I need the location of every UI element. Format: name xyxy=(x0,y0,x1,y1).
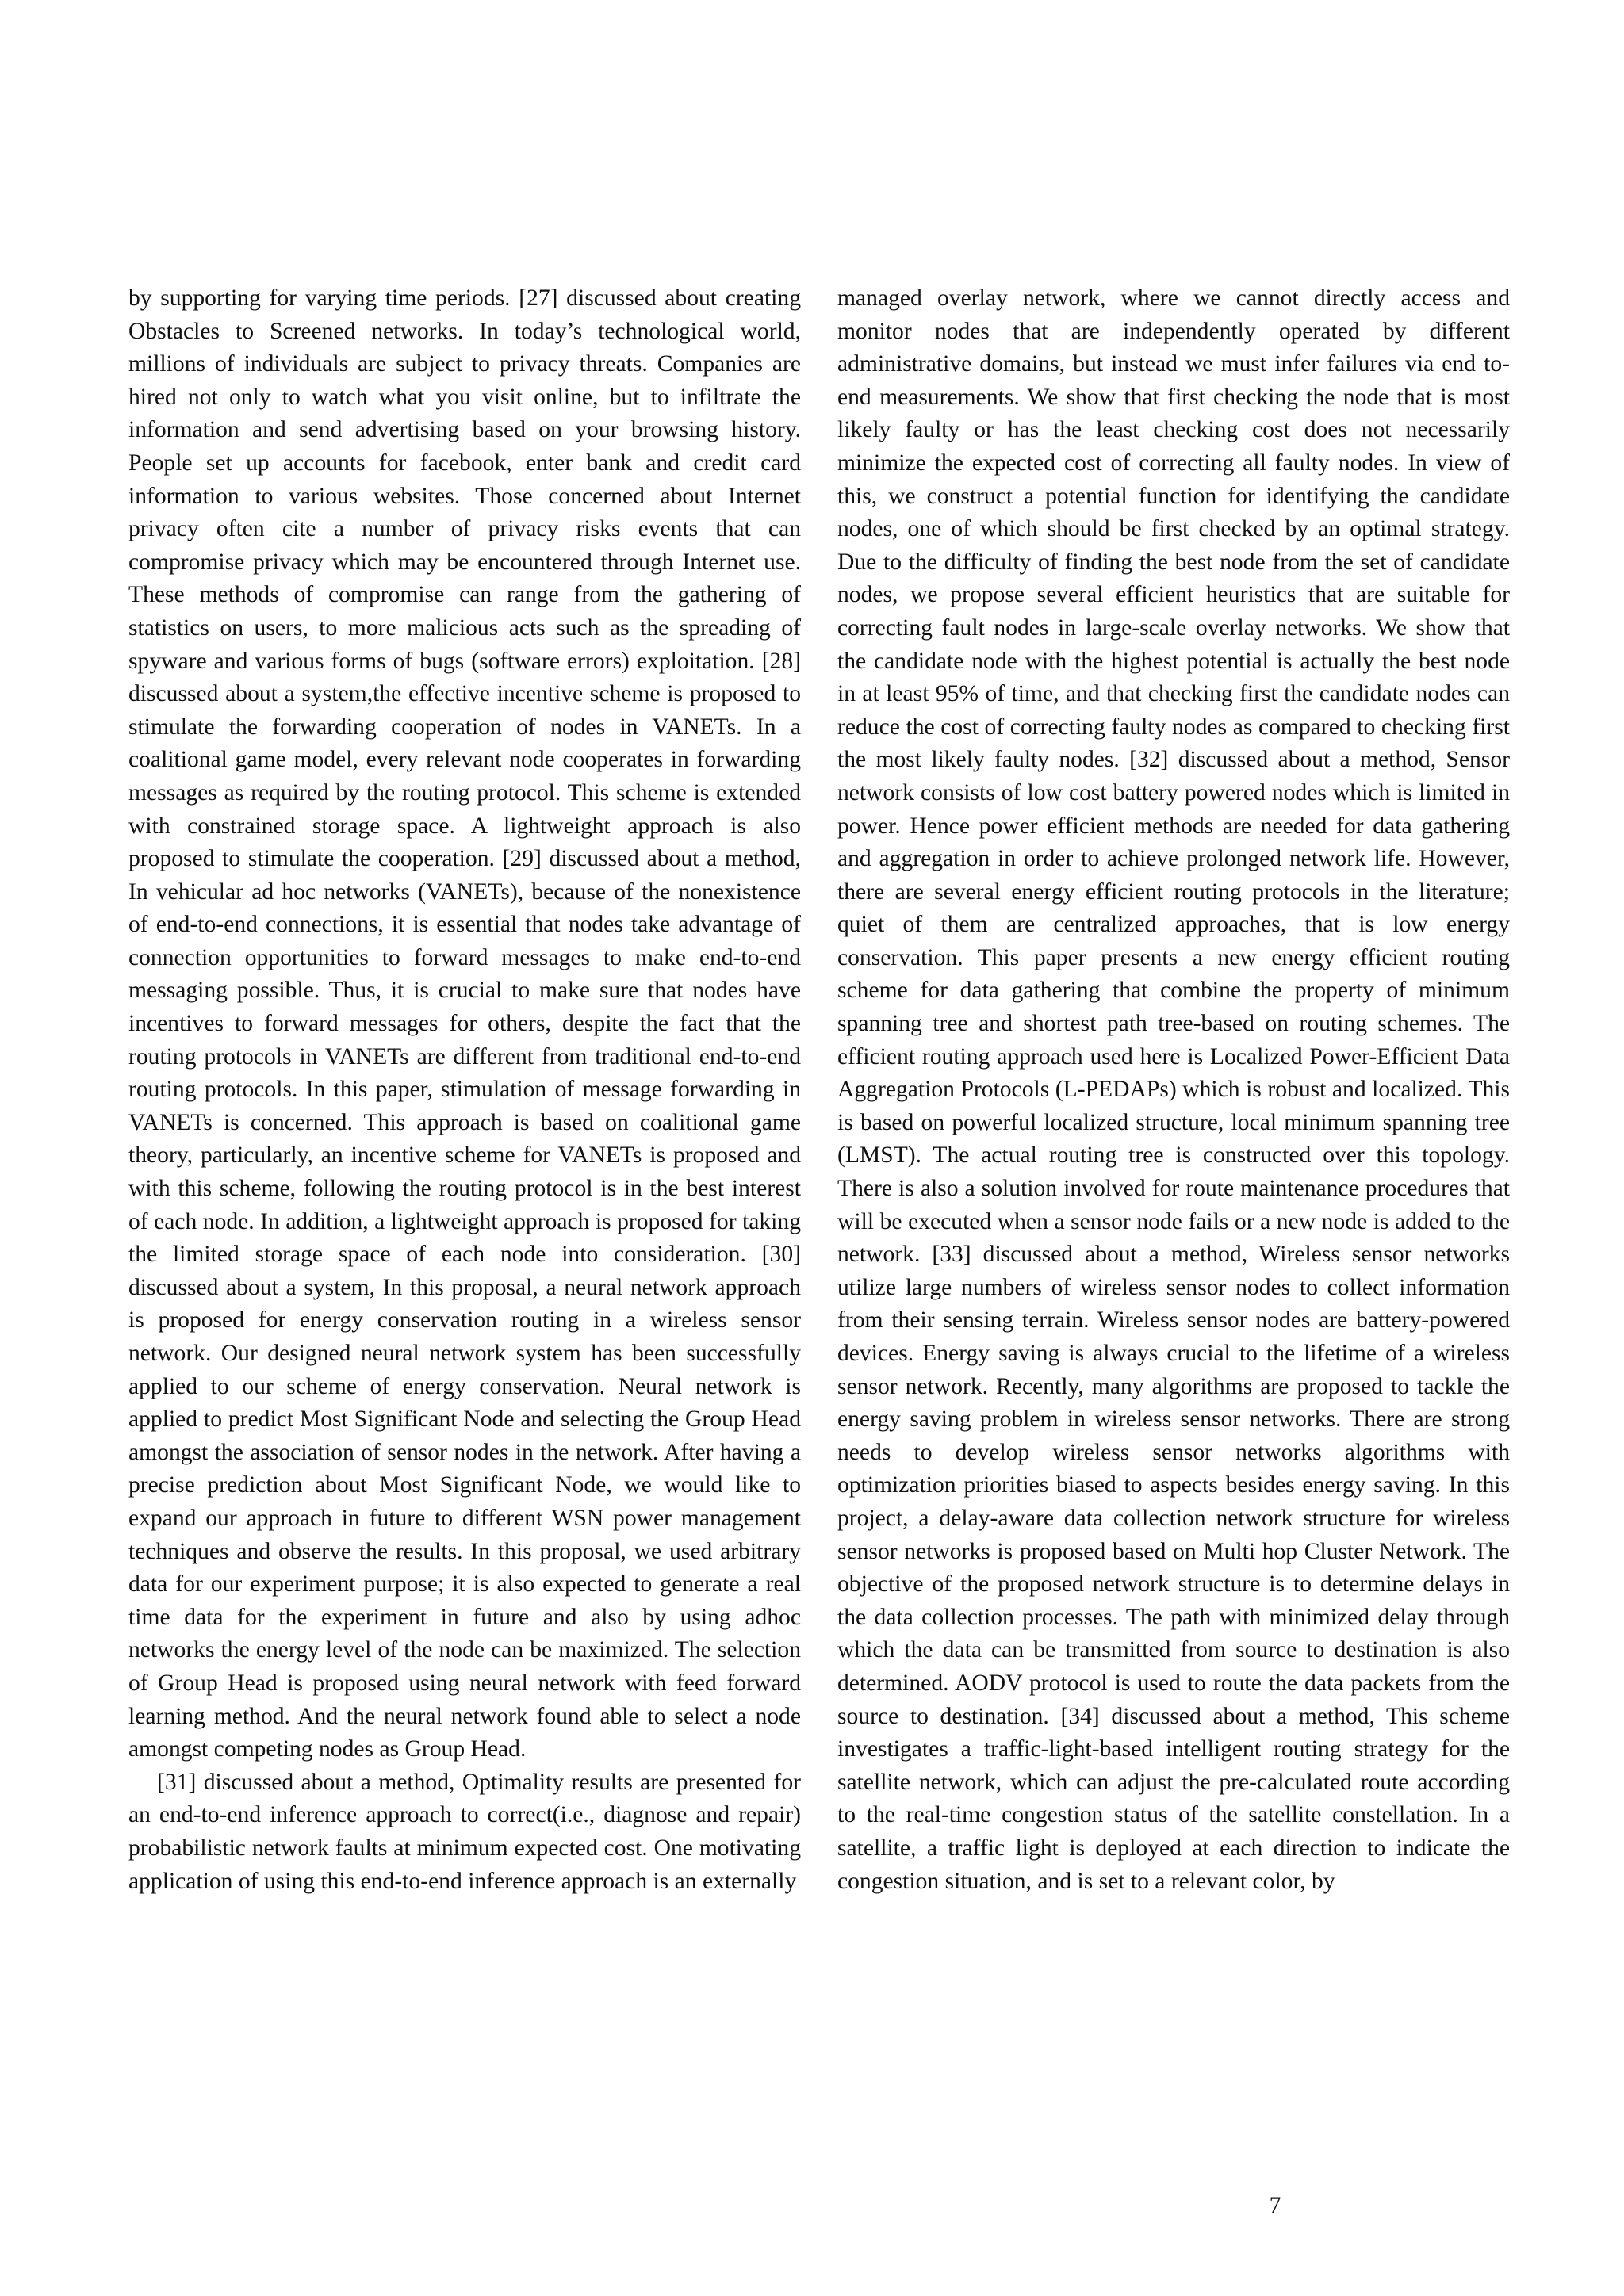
left-text-column xyxy=(128,282,801,1898)
left-paragraph-1: by supporting for varying time periods. [27] discussed about creating Obstacles to Screened networks. In today’s technological world, millions of individuals are subject to privacy threats. Companies are hired not only to watch what you visit online, but to infiltrate the information and send advertising based on your browsing history. People set up accounts for facebook, enter bank and credit card information to various websites. Those concerned about Internet privacy often cite a number of privacy risks events that can compromise privacy which may be encountered through Internet use. These methods of compromise can range from the gathering of statistics on users, to more malicious acts such as the spreading of spyware and various forms of bugs (software errors) exploitation. [28] discussed about a system,the effective incentive scheme is proposed to stimulate the forwarding cooperation of nodes in VANETs. In a coalitional game model, every relevant node cooperates in forwarding messages as required by the routing protocol. This scheme is extended with constrained storage space. A lightweight approach is also proposed to stimulate the cooperation. [29] discussed about a method, In vehicular ad hoc networks (VANETs), because of the nonexistence of end-to-end connections, it is essential that nodes take advantage of connection opportunities to forward messages to make end-to-end messaging possible. Thus, it is crucial to make sure that nodes have incentives to forward messages for others, despite the fact that the routing protocols in VANETs are different from traditional end-to-end routing protocols. In this paper, stimulation of message forwarding in VANETs is concerned. This approach is based on coalitional game theory, particularly, an incentive scheme for VANETs is proposed and with this scheme, following the routing protocol is in the best interest of each node. In addition, a lightweight approach is proposed for taking the limited storage space of each node into consideration. [30] discussed about a system, In this proposal, a neural network approach is proposed for energy conservation routing in a wireless sensor network. Our designed neural network system has been successfully applied to our scheme of energy conservation. Neural network is applied to predict Most Significant Node and selecting the Group Head amongst the association of sensor nodes in the network. After having a precise prediction about Most Significant Node, we would like to expand our approach in future to different WSN power management techniques and observe the results. In this proposal, we used arbitrary data for our experiment purpose; it is also expected to generate a real time data for the experiment in future and also by using adhoc networks the energy level of the node can be maximized. The selection of Group Head is proposed using neural network with feed forward learning method. And the neural network found able to select a node amongst competing nodes as Group Head. xyxy=(128,285,801,1762)
page-number: 7 xyxy=(1269,2193,1281,2218)
right-paragraph-1: managed overlay network, where we cannot directly access and monitor nodes that are independently operated by different administrative domains, but instead we must infer failures via end to-end measurements. We show that first checking the node that is most likely faulty or has the least checking cost does not necessarily minimize the expected cost of correcting all faulty nodes. In view of this, we construct a potential function for identifying the candidate nodes, one of which should be first checked by an optimal strategy. Due to the difficulty of finding the best node from the set of candidate nodes, we propose several efficient heuristics that are suitable for correcting fault nodes in large-scale overlay networks. We show that the candidate node with the highest potential is actually the best node in at least 95% of time, and that checking first the candidate nodes can reduce the cost of correcting faulty nodes as compared to checking first the most likely faulty nodes. [32] discussed about a method, Sensor network consists of low cost battery powered nodes which is limited in power. Hence power efficient methods are needed for data gathering and aggregation in order to achieve prolonged network life. However, there are several energy efficient routing protocols in the literature; quiet of them are centralized approaches, that is low energy conservation. This paper presents a new energy efficient routing scheme for data gathering that combine the property of minimum spanning tree and shortest path tree-based on routing schemes. The efficient routing approach used here is Localized Power-Efficient Data Aggregation Protocols (L-PEDAPs) which is robust and localized. This is based on powerful localized structure, local minimum spanning tree (LMST). The actual routing tree is constructed over this topology. There is also a solution involved for route maintenance procedures that will be executed when a sensor node fails or a new node is added to the network. [33] discussed about a method, Wireless sensor networks utilize large numbers of wireless sensor nodes to collect information from their sensing terrain. Wireless sensor nodes are battery-powered devices. Energy saving is always crucial to the lifetime of a wireless sensor network. Recently, many algorithms are proposed to tackle the energy saving problem in wireless sensor networks. There are strong needs to develop wireless sensor networks algorithms with optimization priorities biased to aspects besides energy saving. In this project, a delay-aware data collection network structure for wireless sensor networks is proposed based on Multi hop Cluster Network. The objective of the proposed network structure is to determine delays in the data collection processes. The path with minimized delay through which the data can be transmitted from source to destination is also determined. AODV protocol is used to route the data packets from the source to destination. [34] discussed about a method, This scheme investigates a traffic-light-based intelligent routing strategy for the satellite network, which can adjust the pre-calculated route according to the real-time congestion status of the satellite constellation. In a satellite, a traffic light is deployed at each direction to indicate the congestion situation, and is set to a relevant color, by xyxy=(837,285,1510,1894)
right-text-column xyxy=(837,282,1510,1898)
left-paragraph-2: [31] discussed about a method, Optimality results are presented for an end-to-end inference approach to correct(i.e., diagnose and repair) probabilistic network faults at minimum expected cost. One motivating application of using this end-to-end inference approach is an externally xyxy=(128,1769,801,1894)
